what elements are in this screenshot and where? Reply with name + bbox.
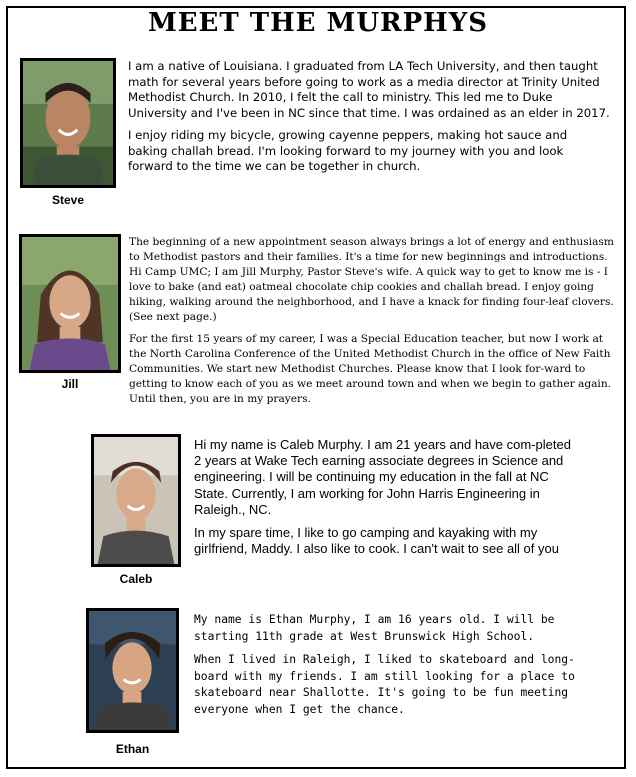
caleb-bio-paragraph: In my spare time, I like to go camping and kayaking with my girlfriend, Maddy. I also like to cook. I can't wait to see all of you bbox=[194, 525, 559, 557]
steve-bio-paragraph: I am a native of Louisiana. I graduated from LA Tech University, and then taught math for several years before going to work as a media director at Trinity United Methodist Church. In 2010, I felt the call to ministry. This led me to Duke University and I've been in NC since that time. I was ordained as an elder in 2017. bbox=[128, 59, 610, 120]
caleb-bio-paragraph: Hi my name is Caleb Murphy. I am 21 years and have com-pleted 2 years at Wake Tech earning associate degrees in Science and engineering. I will be continuing my education in the fall at NC State. Currently, I am working for John Harris Engineering in Raleigh., NC. bbox=[194, 437, 571, 517]
steve-bio bbox=[128, 59, 610, 182]
jill-caption: Jill bbox=[61, 377, 79, 391]
jill-bio-paragraph: For the first 15 years of my career, I was a Special Education teacher, but now I work at the North Carolina Conference of the United Methodist Church in the office of New Faith Communities. We start new Methodist Churches. Please know that I look for-ward to getting to know each of you as we meet around town and when we begin to gather again. Until then, you are in my prayers. bbox=[129, 333, 612, 405]
ethan-bio-paragraph: My name is Ethan Murphy, I am 16 years old. I will be starting 11th grade at West Brunswick High School. bbox=[194, 613, 555, 643]
ethan-bio bbox=[194, 612, 584, 725]
steve-photo bbox=[20, 58, 116, 188]
steve-caption: Steve bbox=[51, 193, 85, 207]
ethan-caption: Ethan bbox=[115, 742, 150, 756]
steve-bio-paragraph: I enjoy riding my bicycle, growing cayenne peppers, making hot sauce and baking challah bread. I'm looking forward to my journey with you and look forward to the time we can be together in church. bbox=[128, 128, 568, 173]
jill-bio-paragraph: The beginning of a new appointment season always brings a lot of energy and enthusiasm to Methodist pastors and their families. It's a time for new beginnings and introductions. Hi Camp UMC; I am Jill Murphy, Pastor Steve's wife. A quick way to get to know me is - I love to bake (and eat) oatmeal chocolate chip cookies and challah bread. I enjoy going hiking, walking around the neighborhood, and I have a knack for finding four-leaf clovers. (See next page.) bbox=[129, 236, 614, 323]
caleb-caption: Caleb bbox=[119, 572, 153, 586]
jill-bio bbox=[129, 235, 617, 414]
ethan-bio-paragraph: When I lived in Raleigh, I liked to skateboard and long-board with my friends. I am still looking for a place to skateboard near Shallotte. It's going to be fun meeting everyone when I get the chance. bbox=[194, 653, 575, 716]
caleb-bio bbox=[194, 437, 574, 564]
caleb-photo bbox=[91, 434, 181, 567]
ethan-photo bbox=[86, 608, 179, 733]
page-title: MEET THE MURPHYS bbox=[147, 8, 489, 38]
jill-photo bbox=[19, 234, 121, 373]
